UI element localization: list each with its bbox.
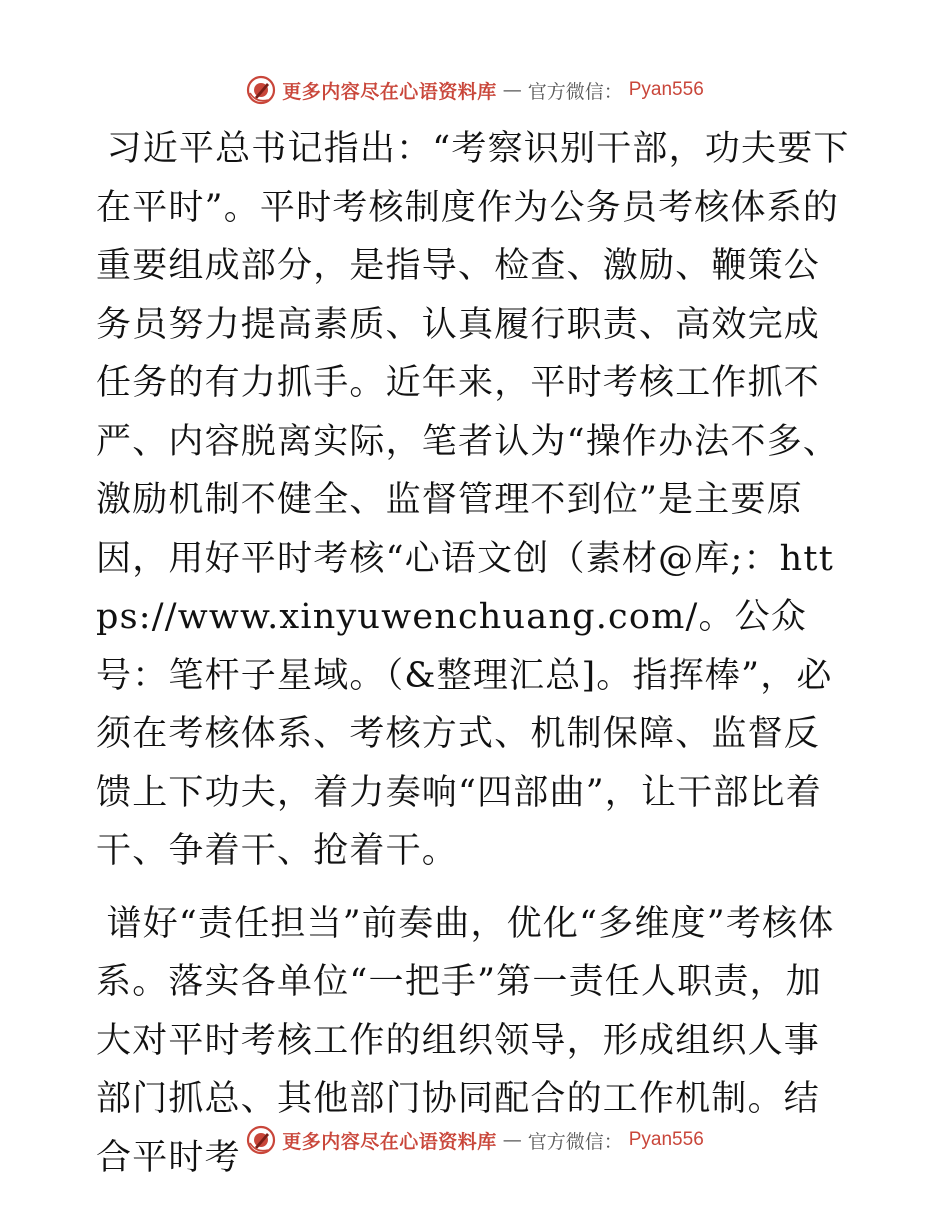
header-banner [0, 70, 950, 110]
banner-dash: — [502, 1129, 522, 1151]
banner-wechat-id: Pyan556 [628, 79, 704, 100]
banner-wechat-id: Pyan556 [628, 1129, 704, 1150]
banner-dash: — [502, 79, 522, 101]
article-body [96, 120, 852, 1187]
banner-wechat-label: 官方微信： [527, 80, 623, 103]
pen-logo-icon [246, 75, 276, 105]
banner-site-name: 更多内容尽在心语资料库 [282, 1130, 497, 1153]
banner-site-name: 更多内容尽在心语资料库 [282, 80, 497, 103]
footer-banner [0, 1120, 950, 1160]
paragraph-2: 谱好“责任担当”前奏曲，优化“多维度”考核体系。落实各单位“一把手”第一责任人职责，加大对平时考核工作的组织领导，形成组织人事部门抓总、其他部门协同配合的工作机制。结合平时考 [96, 903, 835, 1178]
banner-wechat-label: 官方微信： [527, 1130, 623, 1153]
pen-logo-icon [246, 1125, 276, 1155]
paragraph-1: 习近平总书记指出：“考察识别干部，功夫要下在平时”。平时考核制度作为公务员考核体系的重要组成部分，是指导、检查、激励、鞭策公务员努力提高素质、认真履行职责、高效完成任务的有力抓手。近年来，平时考核工作抓不严、内容脱离实际，笔者认为“操作办法不多、激励机制不健全、监督管理不到位”是主要原因，用好平时考核“心语文创（素材@库;：https://www.xinyuwenchuang.com/。公众号：笔杆子星域。（&整理汇总]。指挥棒”，必须在考核体系、考核方式、机制保障、监督反馈上下功夫，着力奏响“四部曲”，让干部比着干、争着干、抢着干。 [96, 129, 850, 871]
